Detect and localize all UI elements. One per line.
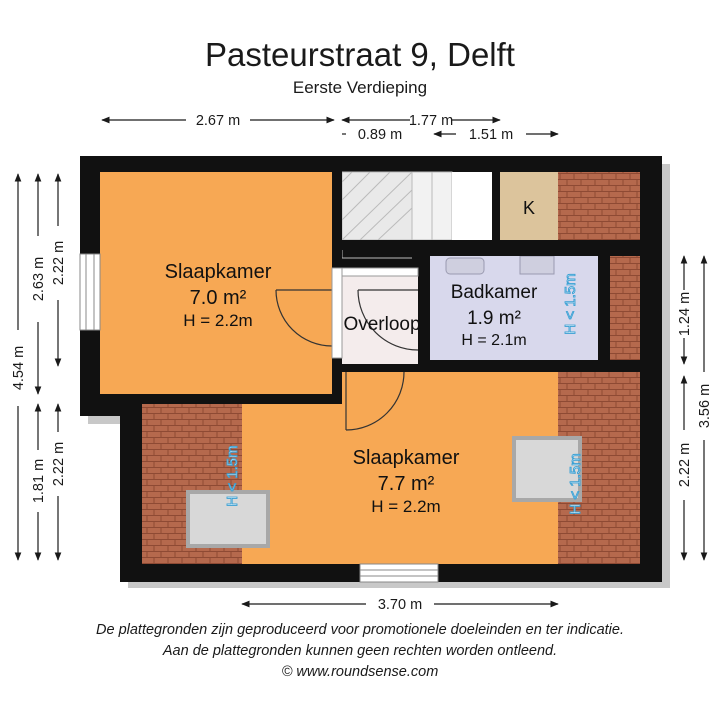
dim-left-lower-inner: 2.22 m: [51, 441, 67, 487]
disclaimer-line-2: Aan de plattegronden kunnen geen rechten worden ontleend.: [162, 643, 558, 659]
bathroom-area: 1.9 m²: [467, 308, 521, 329]
bedroom-1-name: Slaapkamer: [164, 261, 272, 283]
bedroom-2-name: Slaapkamer: [352, 447, 460, 469]
dim-left-lower-outer: 1.81 m: [31, 458, 47, 504]
left-slope-height-note: H < 1.5m: [224, 445, 241, 507]
dim-left-total: 4.54 m: [11, 345, 27, 391]
bedroom-1-floor: [100, 172, 332, 394]
dim-right-lower: 2.22 m: [677, 442, 693, 488]
window-left: [80, 254, 100, 330]
dim-top-sub-left: 0.89 m: [357, 127, 403, 143]
bathroom-name: Badkamer: [450, 282, 538, 303]
landing-name: Overloop: [343, 314, 421, 335]
dim-top-right: 1.77 m: [408, 113, 454, 129]
dim-left-upper-inner: 2.22 m: [51, 240, 67, 286]
dim-right-total: 3.56 m: [697, 383, 713, 429]
bedroom-2-area: 7.7 m²: [377, 473, 435, 495]
bathroom-height-note: H < 1.5m: [562, 273, 579, 335]
bedroom-1-area: 7.0 m²: [189, 287, 247, 309]
bathroom-height: H = 2.1m: [461, 332, 527, 349]
plan-title: Pasteurstraat 9, Delft: [205, 36, 515, 73]
bedroom-2-height: H = 2.2m: [371, 497, 441, 516]
dim-right-upper: 1.24 m: [677, 291, 693, 337]
copyright-line: © www.roundsense.com: [281, 664, 439, 680]
roof-slope-right: [610, 256, 640, 360]
floor-subtitle: Eerste Verdieping: [292, 78, 428, 97]
dim-top-sub-right: 1.51 m: [468, 127, 514, 143]
right-slope-height-note: H < 1.5m: [567, 453, 584, 515]
dim-left-upper-outer: 2.63 m: [31, 256, 47, 302]
dim-top-left: 2.67 m: [195, 113, 241, 129]
disclaimer-line-1: De plattegronden zijn geproduceerd voor promotionele doeleinden en ter indicatie.: [96, 622, 624, 638]
closet-label: K: [522, 198, 536, 218]
window-bottom: [360, 564, 438, 582]
bedroom-1-height: H = 2.2m: [183, 311, 253, 330]
dim-bottom: 3.70 m: [377, 597, 423, 613]
